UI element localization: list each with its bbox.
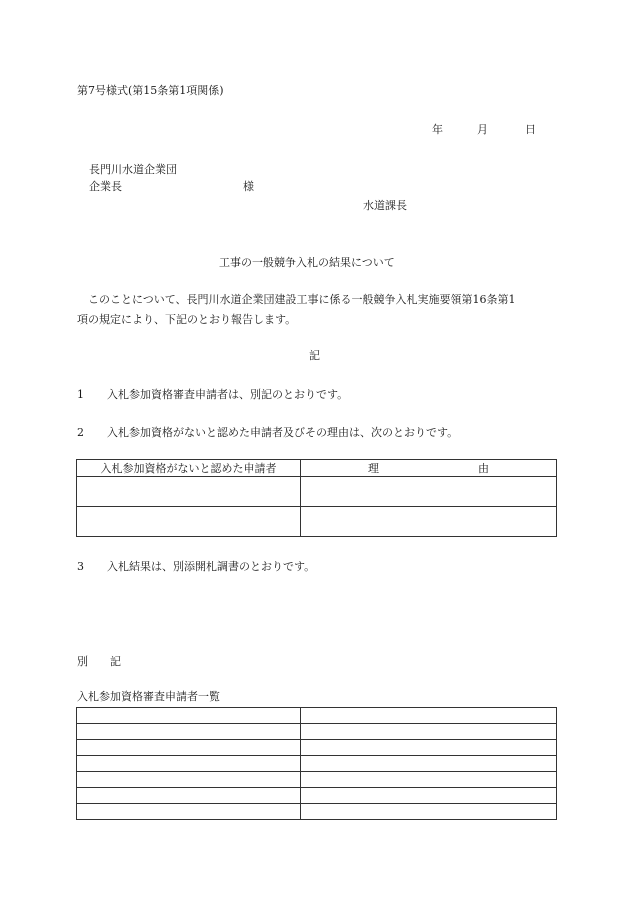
table-row: [77, 804, 557, 820]
table-cell: [77, 740, 301, 756]
recipient-honorific: 様: [243, 180, 254, 193]
table-cell: [301, 708, 557, 724]
table-header-row: [77, 460, 557, 477]
header-applicant: 入札参加資格がないと認めた申請者: [77, 460, 301, 477]
applicant-list-table: [76, 707, 557, 820]
item-1-number: 1: [77, 388, 84, 401]
item-3-number: 3: [77, 560, 84, 573]
date-line: [432, 123, 536, 137]
date-day: 日: [525, 123, 536, 136]
table-cell: [77, 724, 301, 740]
table-row: [77, 772, 557, 788]
table-row: [77, 477, 557, 507]
table-cell: [301, 724, 557, 740]
item-2-text: 入札参加資格がないと認めた申請者及びその理由は、次のとおりです。: [107, 426, 459, 439]
ki-heading: 記: [309, 349, 320, 362]
date-year: 年: [432, 123, 443, 136]
table-cell: [301, 477, 557, 507]
subject-title: 工事の一般競争入札の結果について: [219, 256, 395, 269]
table-row: [77, 756, 557, 772]
recipient-title: 企業長: [89, 180, 122, 193]
table-cell: [77, 772, 301, 788]
table-row: [77, 740, 557, 756]
table-row: [77, 788, 557, 804]
table-cell: [77, 507, 301, 537]
disqualified-applicants-table: [76, 459, 557, 537]
table-cell: [77, 708, 301, 724]
item-2-number: 2: [77, 426, 84, 439]
form-number: 第7号様式(第15条第1項関係): [77, 84, 224, 97]
item-1-text: 入札参加資格審査申請者は、別記のとおりです。: [107, 388, 349, 401]
header-reason: 理 由: [301, 460, 557, 477]
table-row: [77, 724, 557, 740]
sender-title: 水道課長: [363, 199, 407, 212]
table-cell: [301, 507, 557, 537]
table-cell: [301, 804, 557, 820]
table-cell: [301, 756, 557, 772]
table-row: [77, 507, 557, 537]
body-line-2: 項の規定により、下記のとおり報告します。: [77, 313, 297, 326]
item-3-text: 入札結果は、別添開札調書のとおりです。: [107, 560, 316, 573]
table-cell: [77, 804, 301, 820]
date-month: 月: [477, 123, 488, 136]
table-cell: [301, 740, 557, 756]
table-cell: [77, 477, 301, 507]
body-line-1: このことについて、長門川水道企業団建設工事に係る一般競争入札実施要領第16条第1: [88, 293, 516, 306]
table-cell: [77, 788, 301, 804]
appendix-heading: 別 記: [77, 655, 121, 668]
appendix-list-title: 入札参加資格審査申請者一覧: [77, 690, 220, 703]
table-cell: [77, 756, 301, 772]
table-cell: [301, 788, 557, 804]
table-row: [77, 708, 557, 724]
recipient-organization: 長門川水道企業団: [89, 163, 177, 176]
table-cell: [301, 772, 557, 788]
